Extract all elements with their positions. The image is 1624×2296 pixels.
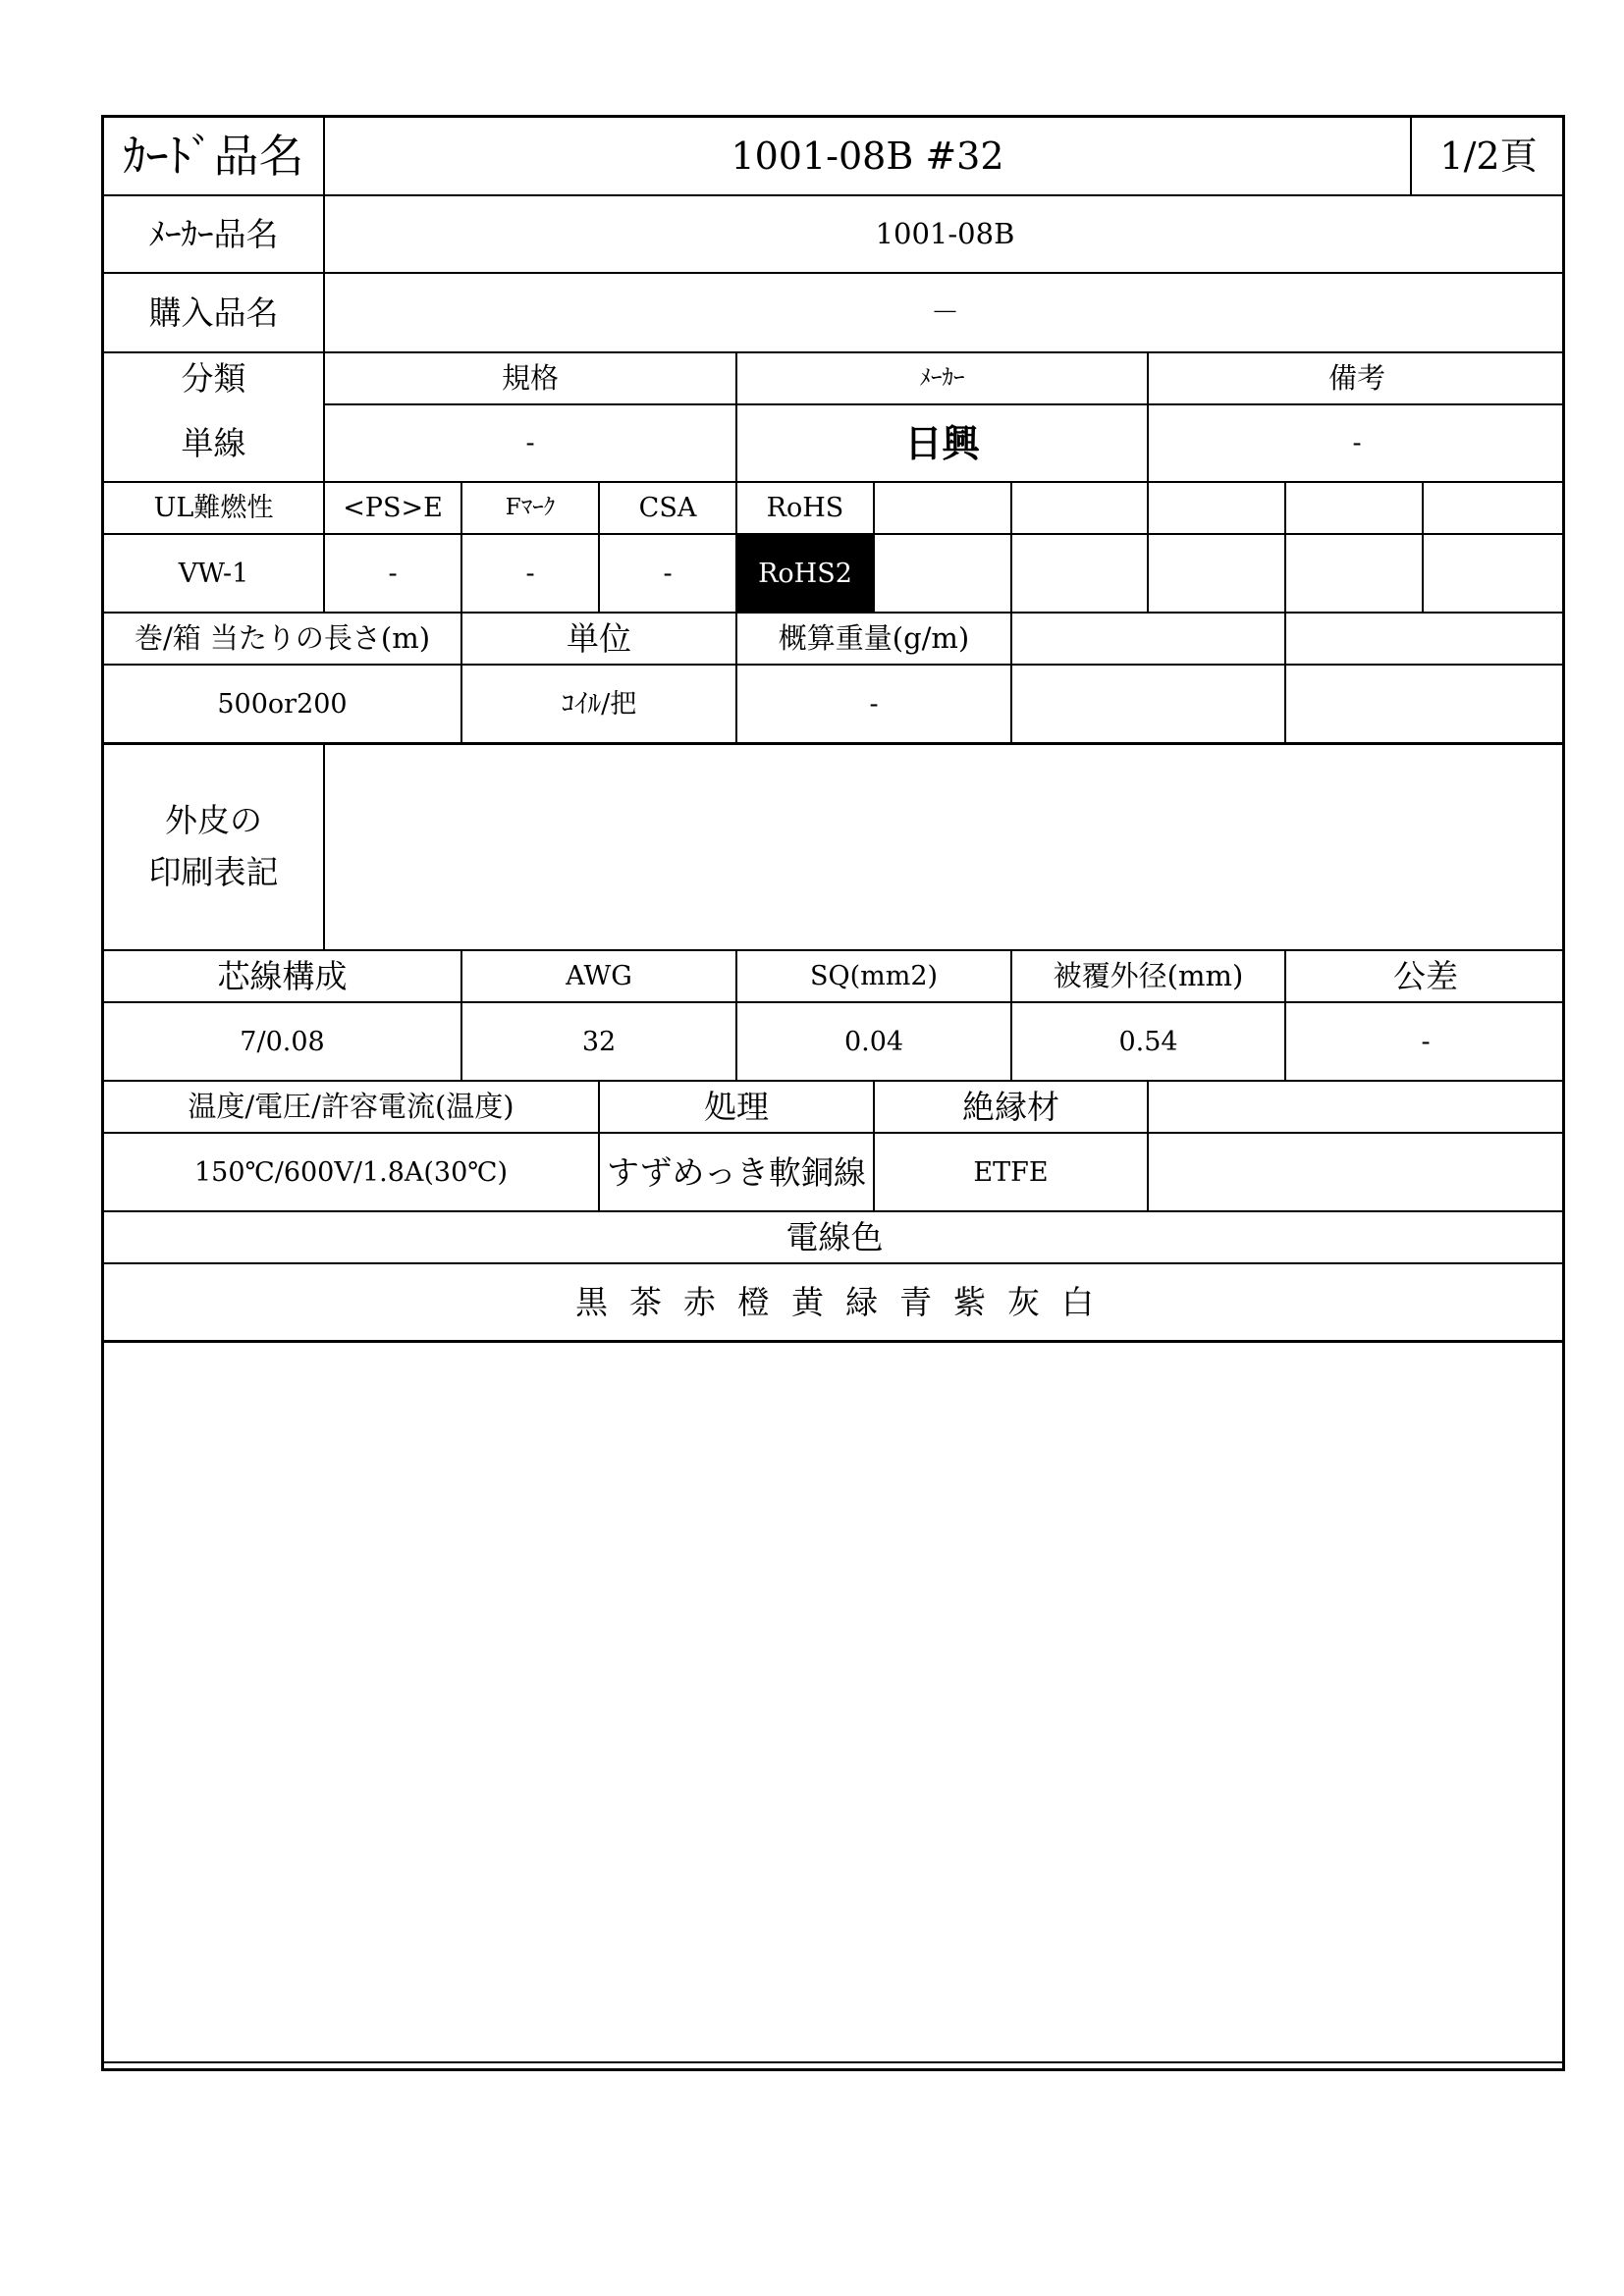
- csa-header: CSA: [638, 493, 697, 523]
- standard-extra-header: [1286, 483, 1422, 533]
- classification-value: 単線: [181, 424, 246, 462]
- standard-extra-value: [1012, 535, 1147, 612]
- wire-color-item: 白: [1061, 1283, 1094, 1321]
- awg-header: AWG: [566, 961, 632, 991]
- length-per-reel-value: 500or200: [217, 688, 348, 720]
- treatment-header: 処理: [704, 1088, 769, 1126]
- standard-extra-header: [1424, 483, 1565, 533]
- wire-color-item: 赤: [683, 1283, 716, 1321]
- standard-extra-value: [1149, 535, 1284, 612]
- packaging-extra-value: [1286, 666, 1565, 742]
- length-per-reel-header: 巻/箱 当たりの長さ(m): [134, 621, 431, 655]
- wire-spec-card: [101, 115, 1565, 2071]
- rating-extra-header: [1149, 1082, 1565, 1132]
- rating-header: 温度/電圧/許容電流(温度): [188, 1090, 514, 1123]
- wire-color-item: 青: [899, 1283, 932, 1321]
- ul-flammability-header: UL難燃性: [153, 493, 274, 523]
- rule: [104, 2061, 1565, 2063]
- standard-extra-value: [875, 535, 1010, 612]
- rating-value: 150℃/600V/1.8A(30℃): [193, 1156, 509, 1188]
- rohs-header: RoHS: [766, 493, 844, 523]
- f-mark-value: -: [525, 558, 535, 589]
- ul-flammability-value: VW-1: [178, 558, 249, 589]
- standard-value: -: [525, 428, 535, 458]
- tolerance-header: 公差: [1393, 957, 1458, 995]
- csa-value: -: [663, 558, 673, 589]
- standard-header: 規格: [501, 361, 559, 395]
- packaging-extra-header: [1012, 614, 1284, 664]
- awg-value: 32: [581, 1026, 617, 1057]
- unit-header: 単位: [567, 619, 631, 658]
- print-marking-label-line2: 印刷表記: [148, 853, 279, 891]
- pse-header: <PS>E: [343, 493, 443, 523]
- strand-construction-value: 7/0.08: [240, 1026, 325, 1057]
- outer-diameter-header: 被覆外径(mm): [1053, 959, 1244, 992]
- page-number: 1/2頁: [1439, 134, 1538, 178]
- rohs-value: RoHS2: [737, 535, 873, 612]
- maker-value: 日興: [904, 420, 980, 465]
- outer-diameter-value: 0.54: [1118, 1026, 1178, 1057]
- print-marking-label-line1: 外皮の: [165, 801, 262, 840]
- standard-extra-header: [1012, 483, 1147, 533]
- maker-header: ﾒｰｶｰ: [919, 365, 965, 391]
- print-marking-label: [104, 745, 323, 949]
- standard-extra-value: [1286, 535, 1422, 612]
- treatment-value: すずめっき軟銅線: [607, 1152, 866, 1192]
- sq-header: SQ(mm2): [809, 961, 939, 991]
- classification-header: 分類: [181, 359, 246, 398]
- strand-construction-header: 芯線構成: [217, 957, 348, 995]
- standard-extra-header: [1149, 483, 1284, 533]
- remarks-header: 備考: [1327, 361, 1385, 395]
- f-mark-header: Fﾏｰｸ: [505, 495, 556, 520]
- tolerance-value: -: [1421, 1026, 1431, 1057]
- packaging-extra-value: [1012, 666, 1284, 742]
- wire-color-label: 電線色: [785, 1218, 884, 1256]
- insulation-header: 絶縁材: [962, 1088, 1059, 1126]
- approx-weight-header: 概算重量(g/m): [778, 621, 970, 655]
- unit-value: ｺｲﾙ/把: [561, 688, 637, 720]
- insulation-value: ETFE: [973, 1156, 1049, 1188]
- standard-extra-header: [875, 483, 1010, 533]
- approx-weight-value: -: [869, 688, 879, 720]
- notes-area: [104, 1343, 1565, 2061]
- remarks-value: -: [1352, 428, 1362, 458]
- card-name-label: ｶｰﾄﾞ品名: [123, 130, 304, 183]
- wire-color-item: 茶: [629, 1283, 662, 1321]
- maker-name-value: 1001-08B: [875, 217, 1015, 250]
- print-marking-value: [325, 745, 1565, 949]
- rating-extra-value: [1149, 1134, 1565, 1210]
- standard-extra-value: [1424, 535, 1565, 612]
- purchase-name-label: 購入品名: [148, 294, 279, 332]
- sq-value: 0.04: [843, 1026, 904, 1057]
- wire-color-item: 黄: [791, 1283, 824, 1321]
- wire-color-item: 緑: [845, 1283, 878, 1321]
- card-name-value: 1001-08B #32: [731, 134, 1004, 178]
- wire-color-item: 黒: [575, 1283, 608, 1321]
- pse-value: -: [388, 558, 398, 589]
- wire-color-item: 灰: [1007, 1283, 1040, 1321]
- wire-color-item: 紫: [953, 1283, 986, 1321]
- wire-color-list: [104, 1264, 1565, 1340]
- packaging-extra-header: [1286, 614, 1565, 664]
- maker-name-label: ﾒｰｶｰ品名: [148, 215, 279, 253]
- purchase-name-value: －: [930, 295, 959, 329]
- wire-color-item: 橙: [737, 1283, 770, 1321]
